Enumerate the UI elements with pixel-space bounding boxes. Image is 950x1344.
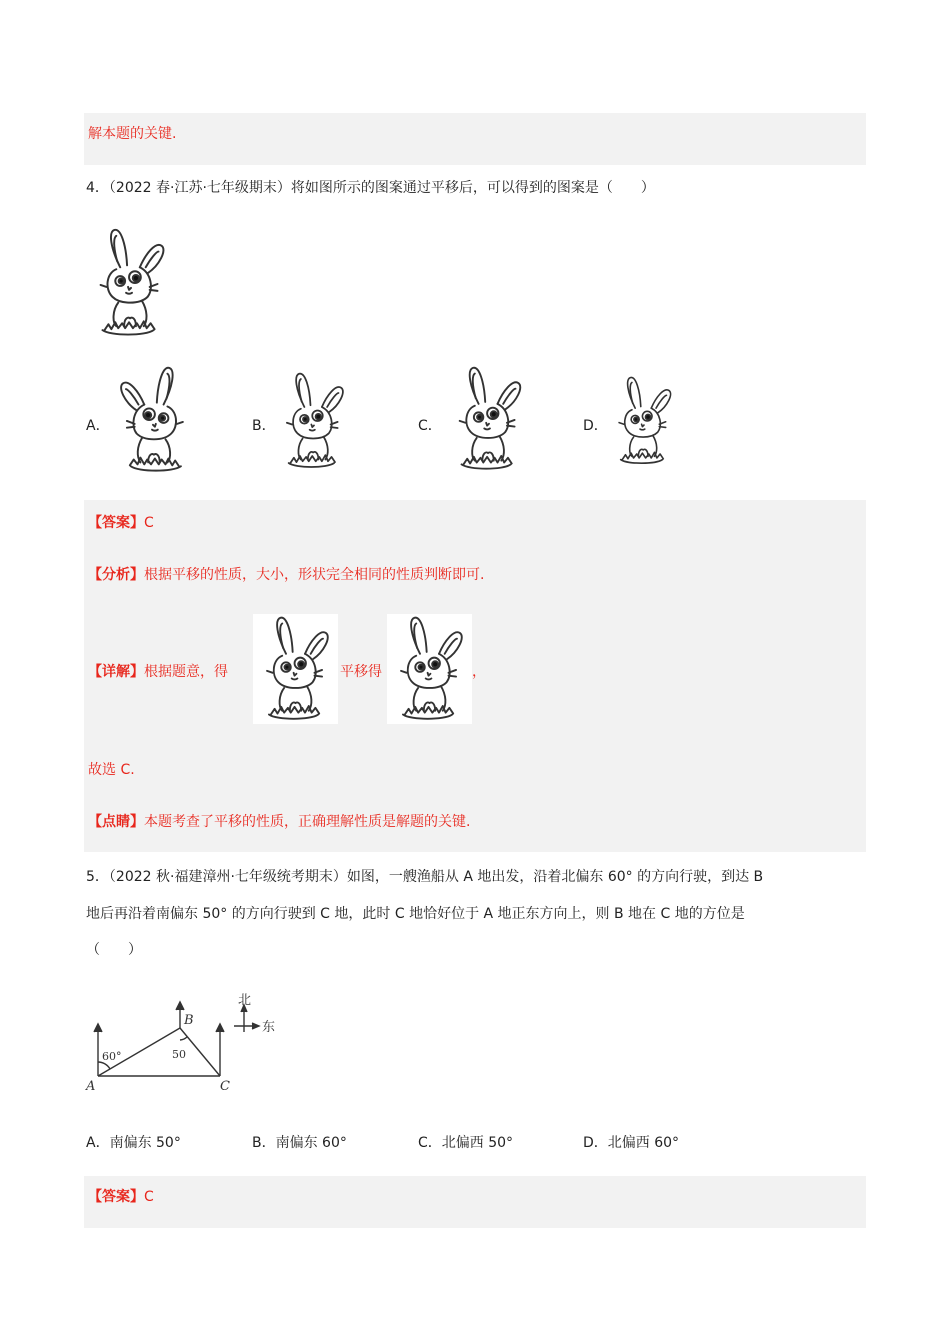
option-c-bunny-figure — [452, 366, 526, 472]
option-a-label: A． — [86, 418, 110, 434]
question-text-1: 如图，一艘渔船从 A 地出发，沿着北偏东 60° 的方向行驶，到达 B — [346, 869, 764, 885]
option-label: B． — [252, 1135, 276, 1151]
answer-value: C — [144, 1189, 154, 1205]
option-label: C． — [418, 1135, 442, 1151]
answer-value: C — [144, 515, 154, 531]
line-bc — [180, 1028, 220, 1076]
detail-mid: 平移得 — [340, 664, 382, 680]
east-label: 东 — [262, 1020, 276, 1035]
question-5-line-1 — [86, 866, 763, 886]
question-text: 将如图所示的图案通过平移后，可以得到的图案是（ ） — [290, 180, 655, 196]
detail-line — [88, 661, 228, 681]
comment-line — [88, 811, 470, 831]
bunny-original-figure — [96, 228, 166, 338]
option-d-label: D． — [583, 418, 608, 434]
label-c: C — [220, 1079, 230, 1094]
q5-option-c — [418, 1132, 513, 1152]
angle-arc-a — [98, 1062, 110, 1069]
q5-option-a — [86, 1132, 181, 1152]
q5-option-b — [252, 1132, 347, 1152]
answer-box-q4 — [84, 500, 866, 852]
answer-tag: 【答案】 — [88, 1189, 144, 1205]
option-label: D． — [583, 1135, 608, 1151]
option-text: 北偏西 60° — [607, 1135, 680, 1151]
question-source: （2022 春·江苏·七年级期末） — [108, 180, 291, 196]
detail-bunny-image-2 — [387, 614, 472, 724]
option-d-bunny-figure — [616, 376, 672, 466]
question-5-line-3: （ ） — [86, 942, 142, 958]
previous-solution-text: 解本题的关键. — [88, 126, 177, 142]
answer-box-q5 — [84, 1176, 866, 1228]
analysis-text: 根据平移的性质，大小，形状完全相同的性质判断即可. — [144, 567, 485, 583]
previous-solution-tail — [84, 113, 866, 165]
angle-a-label: 60° — [102, 1050, 122, 1063]
option-text: 北偏西 50° — [441, 1135, 514, 1151]
angle-arc-b — [180, 1037, 187, 1040]
answer-tag: 【答案】 — [88, 515, 144, 531]
question-source: （2022 秋·福建漳州·七年级统考期末） — [108, 869, 347, 885]
detail-pre: 根据题意，得 — [144, 664, 228, 680]
option-b-bunny-figure — [280, 372, 348, 470]
detail-bunny-image-1 — [253, 614, 338, 724]
option-text: 南偏东 60° — [275, 1135, 347, 1151]
choose-line: 故选 C. — [88, 762, 135, 778]
question-4-stem — [86, 177, 655, 197]
analysis-line — [88, 564, 484, 584]
comment-text: 本题考查了平移的性质，正确理解性质是解题的关键. — [144, 814, 471, 830]
north-label: 北 — [238, 993, 252, 1008]
detail-tag: 【详解】 — [88, 664, 144, 680]
question-number: 4． — [86, 180, 109, 196]
analysis-tag: 【分析】 — [88, 567, 144, 583]
option-label: A． — [86, 1135, 110, 1151]
label-b: B — [184, 1013, 194, 1028]
question-number: 5． — [86, 869, 109, 885]
q5-option-d — [583, 1132, 679, 1152]
option-text: 南偏东 50° — [109, 1135, 181, 1151]
detail-post: ， — [472, 664, 486, 680]
option-c-label: C． — [418, 418, 442, 434]
option-b-label: B． — [252, 418, 276, 434]
option-a-bunny-figure — [114, 366, 190, 474]
angle-b-label: 50 — [172, 1048, 186, 1061]
bearing-figure — [84, 990, 294, 1100]
answer-line — [88, 1186, 154, 1206]
comment-tag: 【点睛】 — [88, 814, 144, 830]
answer-line — [88, 512, 154, 532]
label-a: A — [86, 1079, 96, 1094]
question-5-line-2: 地后再沿着南偏东 50° 的方向行驶到 C 地，此时 C 地恰好位于 A 地正东方向上，则 B 地在 C 地的方位是 — [86, 906, 745, 922]
